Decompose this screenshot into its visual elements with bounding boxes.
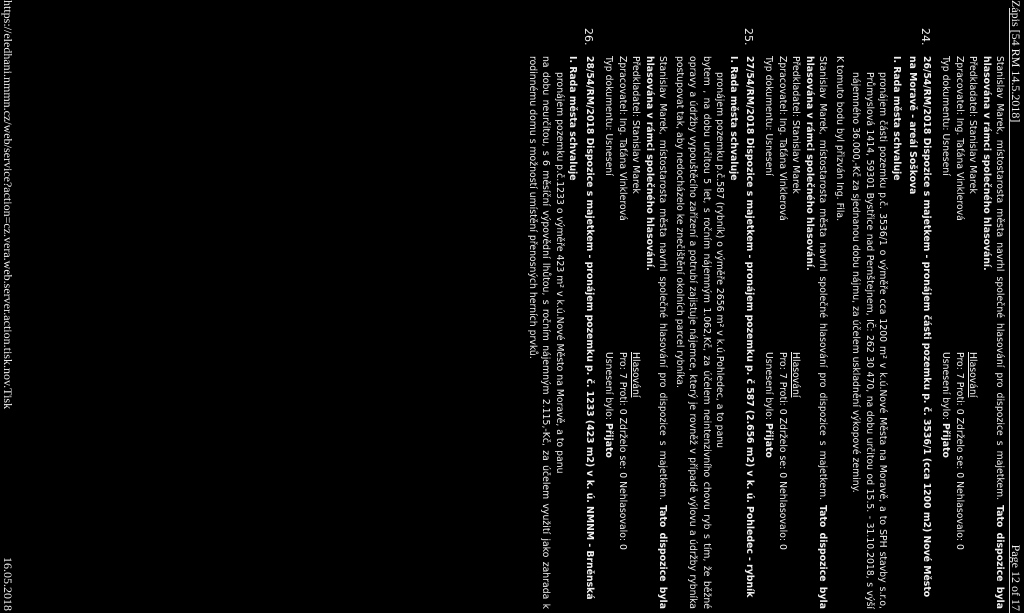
footer-url: https://eledhani.nmmn.cz/web/service?action=cz.vera.web.server.action.tisk.nov.Tisk (1, 0, 15, 410)
section-heading: I. Rada města schvaluje (890, 56, 902, 181)
doctype-row: Typ dokumentu: Usnesení Usnesení bylo: Přijato (940, 56, 952, 458)
item-title: 26/54/RM/2018 Dispozice s majetkem - pronájem části pozemku p. č. 3536/1 (cca 1200 m2) Nové Město na Moravě - areál Soškova (907, 56, 932, 598)
voting-link[interactable]: Hlasování (630, 352, 642, 398)
agenda-item (526, 6, 596, 609)
section-heading: I. Rada města schvaluje (567, 56, 579, 181)
voting-intro: Stanislav Marek, místostarosta města navrhl společné hlasování pro dispozice s majetkem. Tato dispozice byla hlasována v rámci společného hlasování. (643, 56, 669, 609)
footer-date: 16.05.2018 (1, 557, 15, 611)
header-divider (1009, 8, 1010, 613)
minutes-body (526, 6, 1006, 609)
voting-link[interactable]: Hlasování (790, 352, 802, 398)
submitter-row: Předkladatel: Stanislav Marek Hlasování (630, 56, 642, 398)
item-continuation (939, 6, 1006, 609)
page-header (1008, 0, 1024, 613)
resolution-status: Usnesení bylo: Přijato (940, 352, 952, 458)
processor-row: Zpracovatel: Ing. Taťána Vinklerová Pro: 7 Proti: 0 Zdrželo se: 0 Nehlasovalo: 0 (616, 56, 628, 550)
item-text-lead: pronájem pozemku p.č.587 (rybník) o výměře 2656 m² v k.ú.Pohledec, a to panu (714, 72, 726, 449)
voting-intro: Stanislav Marek, místostarosta města navrhl společné hlasování pro dispozice s majetkem. Tato dispozice byla hlasována v rámci společného hlasování. (980, 56, 1005, 609)
agenda-item (762, 6, 933, 609)
doctype-row: Typ dokumentu: Usnesení Usnesení bylo: Přijato (763, 56, 775, 458)
item-text: bytem , na dobu určitou 5 let, s ročním nájemným 1.062,Kč, za účelem neintenzivního chovu ryb s tím, že běžné opravy a údržby vypouštěcího zařízení a potrubí zajistuje nájemce, který je rovněž v případě výlovu a údržby rybníka postupovat tak, aby nedocházelo ke znečištění okolních parcel rybníka. (673, 56, 712, 609)
vote-result: Pro: 7 Proti: 0 Zdrželo se: 0 Nehlasovalo: 0 (776, 352, 788, 550)
item-number: 26. (581, 28, 595, 46)
vote-result: Pro: 7 Proti: 0 Zdrželo se: 0 Nehlasovalo: 0 (616, 352, 628, 550)
processor-row: Zpracovatel: Ing. Taťána Vinklerová Pro: 7 Proti: 0 Zdrželo se: 0 Nehlasovalo: 0 (776, 56, 788, 550)
agenda-item (602, 6, 756, 609)
submitter-row: Předkladatel: Stanislav Marek Hlasování (790, 56, 802, 398)
resolution-status: Usnesení bylo: Přijato (763, 352, 775, 458)
item-note: K tomuto bodu byl přizván Ing. Fila. (833, 56, 845, 222)
item-text: na dobu neurčitou, s 6 měsíční výpovědní lhůtou, s ročním nájemným 2.115,-Kč, za účelem využití jako zahrada k rodinnému domu s možností umístění přenosných herních prvků. (527, 56, 552, 609)
page-number: Page 12 of 17 (1009, 544, 1023, 611)
voting-intro: Stanislav Marek, místostarosta města navrhl společné hlasování pro dispozice s majetkem. Tato dispozice byla hlasována v rámci společného hlasování. (803, 56, 829, 609)
voting-link[interactable]: Hlasování (967, 352, 979, 398)
header-title: Zápis [54 RM 14.5.2018] (1009, 0, 1023, 123)
page-footer (0, 0, 16, 613)
processor-row: Zpracovatel: Ing. Taťána Vinklerová Pro: 7 Proti: 0 Zdrželo se: 0 Nehlasovalo: 0 (953, 56, 965, 550)
item-text: pronájem části pozemku p.č. 3536/1 o výměře cca 1200 m² v k.ú.Nové Města na Moravě, a to SPH stavby s.r.o, Průmyslová 1414, 59301 Bystřice nad Pernštejnem, IČ: 262 30 470, na dobu určitou od 15.5. - 31.10.2018, s výší nájemného 36.000,-Kč za sjednanou dobu nájmu, za účelem uskladnění výkopové zeminy. (850, 72, 889, 609)
section-heading: I. Rada města schvaluje (727, 56, 739, 181)
doctype-row: Typ dokumentu: Usnesení Usnesení bylo: Přijato (603, 56, 615, 458)
item-number: 24. (918, 28, 932, 46)
resolution-status: Usnesení bylo: Přijato (603, 352, 615, 458)
item-title: 28/54/RM/2018 Dispozice s majetkem - pronájem pozemku p. č. 1233 (423 m2) v k. ú. NMNM - Brněnská (583, 56, 595, 600)
item-number: 25. (742, 28, 756, 46)
item-title: 27/54/RM/2018 Dispozice s majetkem - pronájem pozemku p. č 587 (2.656 m2) v k. ú. Pohledec - rybník (744, 56, 756, 598)
item-text-lead: pronájem pozemku p.č.1233 o výměře 423 m² v k.ú.Nové Město na Moravě, a to panu (553, 72, 565, 474)
vote-result: Pro: 7 Proti: 0 Zdrželo se: 0 Nehlasovalo: 0 (953, 352, 965, 550)
submitter-row: Předkladatel: Stanislav Marek Hlasování (967, 56, 979, 398)
